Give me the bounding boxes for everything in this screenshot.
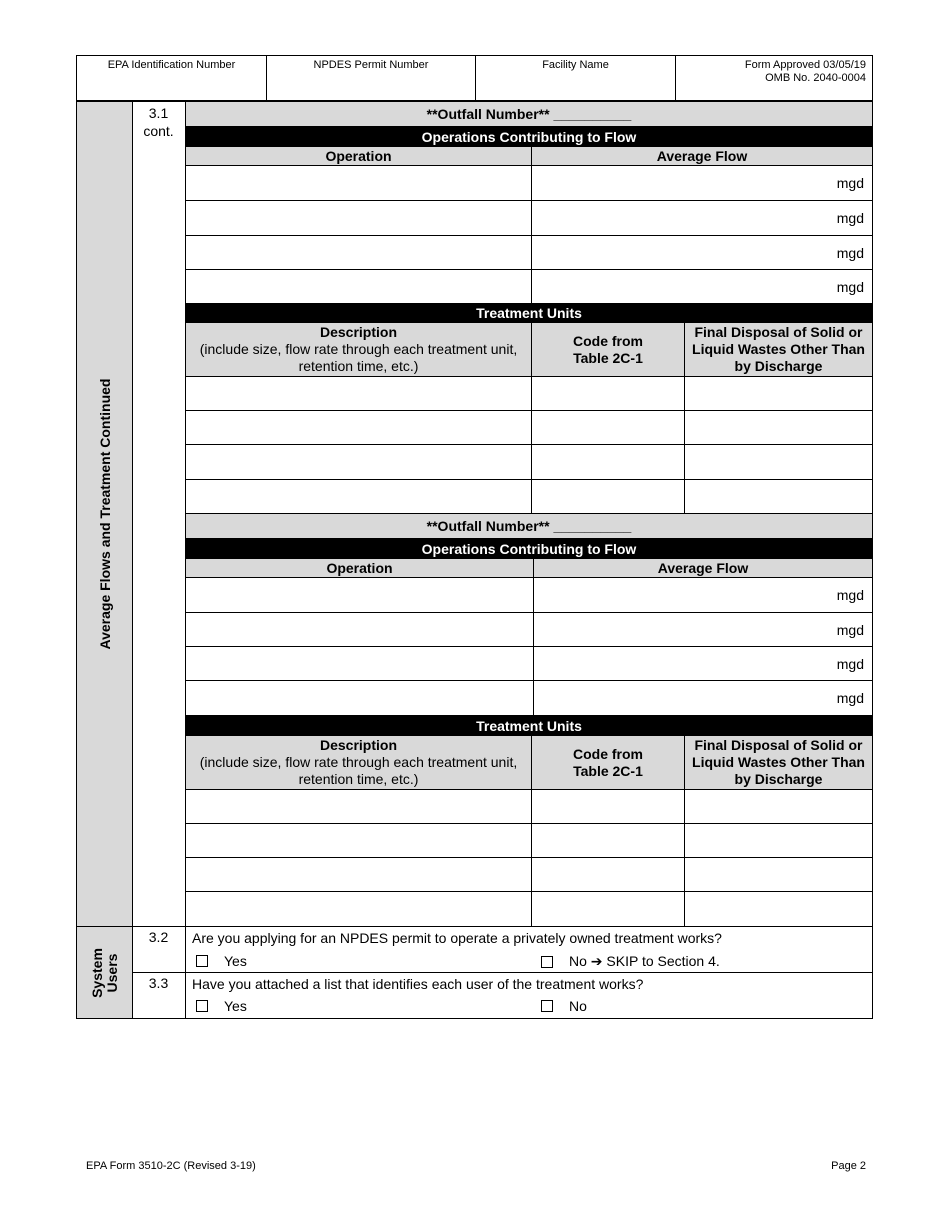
system-users-title: System Users (88, 947, 120, 998)
section-vertical-title: Average Flows and Treatment Continued (96, 378, 113, 650)
q33-yes-option[interactable]: Yes (196, 998, 247, 1014)
footer-form-id: EPA Form 3510-2C (Revised 3-19) (86, 1160, 256, 1172)
operation-input[interactable] (185, 612, 534, 647)
operation-header-1: Operation (185, 146, 532, 166)
disposal-input[interactable] (684, 891, 873, 927)
description-header-1: Description (include size, flow rate through each treatment unit, retention time, etc.) (185, 322, 532, 377)
operation-input[interactable] (185, 680, 534, 716)
q33-yes-checkbox[interactable] (196, 1000, 208, 1012)
code-input[interactable] (531, 376, 685, 411)
q32-no-option[interactable]: No ➔ SKIP to Section 4. (541, 953, 720, 970)
operation-input[interactable] (185, 235, 532, 270)
description-input[interactable] (185, 823, 532, 858)
avg-flow-input[interactable]: mgd (531, 269, 873, 304)
q32-row (185, 926, 873, 973)
code-header-2: Code from Table 2C-1 (531, 735, 685, 790)
disposal-input[interactable] (684, 444, 873, 480)
q32-text: Are you applying for an NPDES permit to operate a privately owned treatment works? (192, 930, 722, 946)
epa-id-label: EPA Identification Number (107, 59, 236, 71)
outfall-number-2[interactable]: **Outfall Number** __________ (185, 513, 873, 539)
q33-no-option[interactable]: No (541, 998, 587, 1014)
q33-text: Have you attached a list that identifies each user of the treatment works? (192, 976, 644, 992)
operation-input[interactable] (185, 577, 534, 613)
operation-input[interactable] (185, 646, 534, 681)
npdes-label: NPDES Permit Number (313, 59, 429, 71)
avg-flow-input[interactable]: mgd (533, 612, 873, 647)
avg-flow-input[interactable]: mgd (533, 646, 873, 681)
code-header-1: Code from Table 2C-1 (531, 322, 685, 377)
code-input[interactable] (531, 823, 685, 858)
code-input[interactable] (531, 789, 685, 824)
ops-title-1: Operations Contributing to Flow (185, 127, 873, 146)
code-input[interactable] (531, 410, 685, 445)
avg-flow-input[interactable]: mgd (533, 577, 873, 613)
description-input[interactable] (185, 479, 532, 514)
q33-no-checkbox[interactable] (541, 1000, 553, 1012)
avg-flow-input[interactable]: mgd (531, 165, 873, 201)
code-input[interactable] (531, 479, 685, 514)
avg-flow-input[interactable]: mgd (533, 680, 873, 716)
code-input[interactable] (531, 857, 685, 892)
description-input[interactable] (185, 857, 532, 892)
item-cont: cont. (143, 123, 174, 139)
section-side-label (76, 101, 133, 927)
code-input[interactable] (531, 891, 685, 927)
disposal-input[interactable] (684, 410, 873, 445)
form-header (76, 55, 873, 101)
epa-id-field[interactable] (77, 56, 267, 100)
omb-number: OMB No. 2040-0004 (765, 72, 866, 84)
form-approved-date: Form Approved 03/05/19 (744, 59, 866, 71)
avg-flow-header-1: Average Flow (531, 146, 873, 166)
form-approval (676, 56, 872, 100)
q32-number: 3.2 (132, 926, 186, 973)
q33-number: 3.3 (132, 972, 186, 1019)
ops-title-2: Operations Contributing to Flow (185, 539, 873, 558)
operation-input[interactable] (185, 269, 532, 304)
treatment-title-2: Treatment Units (185, 716, 873, 735)
npdes-permit-field[interactable] (267, 56, 476, 100)
disposal-input[interactable] (684, 376, 873, 411)
facility-name-field[interactable] (476, 56, 676, 100)
disposal-header-2: Final Disposal of Solid or Liquid Wastes Other Than by Discharge (684, 735, 873, 790)
operation-input[interactable] (185, 165, 532, 201)
outfall-number-1[interactable]: **Outfall Number** __________ (185, 101, 873, 127)
disposal-input[interactable] (684, 789, 873, 824)
avg-flow-input[interactable]: mgd (531, 200, 873, 236)
description-input[interactable] (185, 444, 532, 480)
avg-flow-input[interactable]: mgd (531, 235, 873, 270)
description-input[interactable] (185, 891, 532, 927)
q32-yes-checkbox[interactable] (196, 955, 208, 967)
operation-input[interactable] (185, 200, 532, 236)
q32-yes-option[interactable]: Yes (196, 953, 247, 969)
description-header-2: Description (include size, flow rate through each treatment unit, retention time, etc.) (185, 735, 532, 790)
avg-flow-header-2: Average Flow (533, 558, 873, 578)
item-number-column (132, 101, 186, 927)
description-input[interactable] (185, 410, 532, 445)
treatment-title-1: Treatment Units (185, 304, 873, 322)
operation-header-2: Operation (185, 558, 534, 578)
disposal-input[interactable] (684, 479, 873, 514)
footer-page-number: Page 2 (831, 1160, 866, 1172)
q33-row (185, 972, 873, 1019)
description-input[interactable] (185, 376, 532, 411)
description-input[interactable] (185, 789, 532, 824)
disposal-header-1: Final Disposal of Solid or Liquid Wastes Other Than by Discharge (684, 322, 873, 377)
q32-no-checkbox[interactable] (541, 956, 553, 968)
item-number: 3.1 (148, 105, 169, 121)
code-input[interactable] (531, 444, 685, 480)
system-users-side-label (76, 926, 133, 1019)
disposal-input[interactable] (684, 823, 873, 858)
disposal-input[interactable] (684, 857, 873, 892)
facility-label: Facility Name (542, 59, 609, 71)
